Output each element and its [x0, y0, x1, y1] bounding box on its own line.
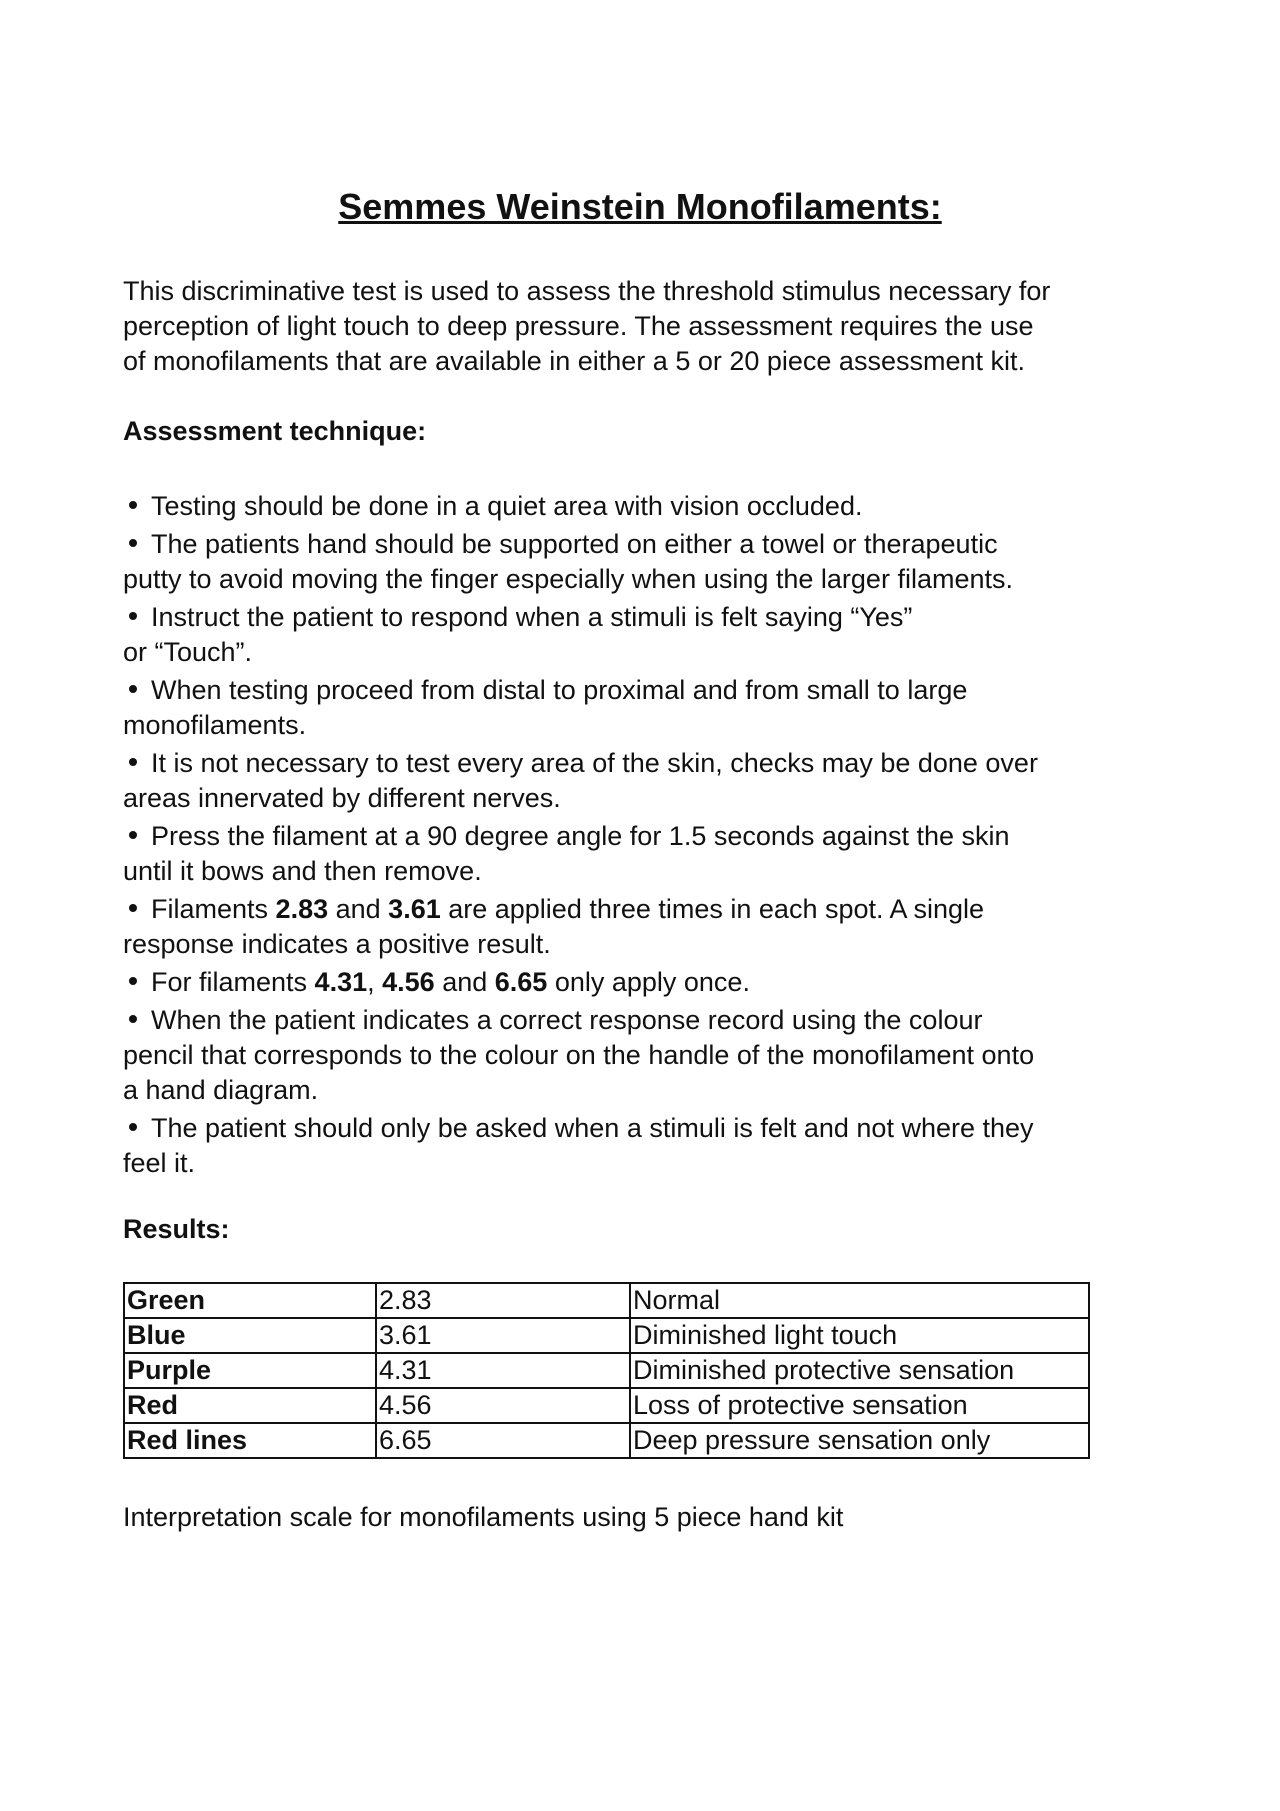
intro-paragraph	[123, 274, 1183, 379]
table-row	[124, 1353, 1089, 1388]
list-item-text: and	[328, 894, 389, 924]
value-cell: 3.61	[376, 1318, 630, 1353]
list-item-text: and	[434, 967, 495, 997]
list-item-text: The patient should only be asked when a stimuli is felt and not where they	[151, 1113, 1034, 1143]
list-item-text: Instruct the patient to respond when a stimuli is felt saying “Yes”	[151, 602, 913, 632]
bullet-icon	[129, 1123, 137, 1131]
list-item	[123, 892, 1173, 962]
intro-line: perception of light touch to deep pressure. The assessment requires the use	[123, 311, 1034, 341]
intro-line: This discriminative test is used to assess the threshold stimulus necessary for	[123, 276, 1051, 306]
bullet-icon	[129, 758, 137, 766]
list-item-text: only apply once.	[547, 967, 750, 997]
table-row	[124, 1283, 1089, 1318]
list-item	[123, 1003, 1173, 1108]
intro-line: of monofilaments that are available in either a 5 or 20 piece assessment kit.	[123, 346, 1025, 376]
list-item-text: When testing proceed from distal to proximal and from small to large	[151, 675, 968, 705]
table-row	[124, 1388, 1089, 1423]
table-row	[124, 1423, 1089, 1458]
filament-value: 4.56	[382, 967, 435, 997]
list-item-text: pencil that corresponds to the colour on the handle of the monofilament onto	[123, 1040, 1035, 1070]
list-item-text: putty to avoid moving the finger especially when using the larger filaments.	[123, 564, 1013, 594]
list-item-text: Press the filament at a 90 degree angle for 1.5 seconds against the skin	[151, 821, 1010, 851]
list-item-text: until it bows and then remove.	[123, 856, 482, 886]
bullet-icon	[129, 539, 137, 547]
filament-value: 3.61	[388, 894, 441, 924]
page-title: Semmes Weinstein Monofilaments:	[338, 186, 942, 227]
list-item	[123, 746, 1173, 816]
colour-cell: Red	[124, 1388, 376, 1423]
list-item-text: monofilaments.	[123, 710, 307, 740]
list-item-text: ,	[367, 967, 383, 997]
colour-cell: Blue	[124, 1318, 376, 1353]
assessment-technique-heading: Assessment technique:	[123, 416, 427, 446]
results-table	[123, 1282, 1090, 1459]
list-item	[123, 600, 1173, 670]
bullet-icon	[129, 904, 137, 912]
bullet-icon	[129, 685, 137, 693]
value-cell: 6.65	[376, 1423, 630, 1458]
results-heading: Results:	[123, 1214, 230, 1244]
list-item	[123, 673, 1173, 743]
value-cell: 4.56	[376, 1388, 630, 1423]
colour-cell: Red lines	[124, 1423, 376, 1458]
list-item-text: a hand diagram.	[123, 1075, 319, 1105]
list-item-text: It is not necessary to test every area of the skin, checks may be done over	[151, 748, 1038, 778]
list-item	[123, 819, 1173, 889]
list-item-text: Testing should be done in a quiet area with vision occluded.	[151, 491, 863, 521]
list-item-text: The patients hand should be supported on either a towel or therapeutic	[151, 529, 998, 559]
value-cell: 2.83	[376, 1283, 630, 1318]
meaning-cell: Loss of protective sensation	[630, 1388, 1089, 1423]
table-caption: Interpretation scale for monofilaments using 5 piece hand kit	[123, 1502, 844, 1532]
meaning-cell: Diminished protective sensation	[630, 1353, 1089, 1388]
bullet-icon	[129, 1015, 137, 1023]
bullet-icon	[129, 977, 137, 985]
meaning-cell: Normal	[630, 1283, 1089, 1318]
list-item-text: When the patient indicates a correct response record using the colour	[151, 1005, 983, 1035]
colour-cell: Purple	[124, 1353, 376, 1388]
list-item-text: Filaments	[151, 894, 276, 924]
meaning-cell: Diminished light touch	[630, 1318, 1089, 1353]
list-item-text: For filaments	[151, 967, 315, 997]
list-item	[123, 965, 1173, 1000]
list-item-text: feel it.	[123, 1148, 196, 1178]
table-row	[124, 1318, 1089, 1353]
filament-value: 2.83	[275, 894, 329, 924]
list-item-text: response indicates a positive result.	[123, 929, 551, 959]
bullet-icon	[129, 831, 137, 839]
filament-value: 4.31	[314, 967, 368, 997]
list-item-text: areas innervated by different nerves.	[123, 783, 561, 813]
list-item	[123, 489, 1173, 524]
list-item-text: or “Touch”.	[123, 637, 253, 667]
value-cell: 4.31	[376, 1353, 630, 1388]
technique-list	[123, 489, 1173, 1184]
list-item-text: are applied three times in each spot. A single	[440, 894, 985, 924]
meaning-cell: Deep pressure sensation only	[630, 1423, 1089, 1458]
bullet-icon	[129, 612, 137, 620]
bullet-icon	[129, 501, 137, 509]
colour-cell: Green	[124, 1283, 376, 1318]
list-item	[123, 1111, 1173, 1181]
list-item	[123, 527, 1173, 597]
filament-value: 6.65	[494, 967, 548, 997]
